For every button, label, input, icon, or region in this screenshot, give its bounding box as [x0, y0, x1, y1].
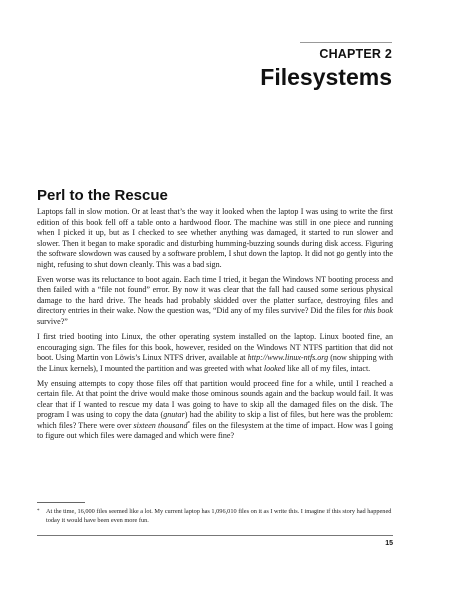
paragraph-2 [37, 275, 393, 328]
paragraph-text: survive?” [37, 316, 68, 326]
emphasis-sixteen-thousand: sixteen thousand [133, 420, 188, 430]
footnote-mark: * [37, 509, 40, 514]
paragraph-text: Laptops fall in slow motion. Or at least that’s the way it looked when the laptop I was using to write the first edition of this book fell off a table onto a hardwood floor. The machine was still in one piece and running when I picked it up, but as I checked to see whether anything was damaged, it started to run slower and slower. Then it began to make sporadic and disturbing humming-buzzing sounds during disk access. Figuring the software slowdown was caused by a software problem, I shut down the laptop. It did not go gently into the night, refusing to shut down cleanly. This was a bad sign. [37, 207, 393, 269]
paragraph-text: like all of my files, intact. [285, 363, 371, 373]
paragraph-1 [37, 207, 393, 270]
body-text [37, 207, 393, 446]
paragraph-text: Even worse was its reluctance to boot again. Each time I tried, it began the Windows NT booting process and then failed with a “file not found” error. By now it was clear that the fall had caused some serious physical damage to the hard drive. The heads had probably skidded over the platter surface, destroying files and directory entries in their wake. Now the question was, “Did any of my files survive? Did the files for [37, 274, 393, 316]
page-footer-rule [37, 535, 393, 536]
section-heading: Perl to the Rescue [37, 187, 168, 204]
footnote-rule [37, 502, 85, 503]
paragraph-4 [37, 379, 393, 442]
paragraph-text: files on the filesystem at the time of impact. How was I going to figure out which files were damaged and which were fine? [37, 420, 393, 441]
page-number: 15 [385, 540, 393, 547]
emphasis-looked: looked [263, 363, 286, 373]
paragraph-3 [37, 332, 393, 374]
footnote-reference[interactable]: * [187, 420, 191, 427]
footnote [37, 508, 393, 525]
paragraph-text: I first tried booting into Linux, the other operating system installed on the laptop. Linux booted fine, an encouraging sign. The files for this book, however, resided on the Windows NT NTFS partition that did not boot. Using Martin von Löwis’s Linux NTFS driver, available at [37, 332, 393, 363]
emphasis-this-book: this book [363, 306, 393, 316]
footnote-text: At the time, 16,000 files seemed like a lot. My current laptop has 1,096,010 files on it as I write this. I imagine if this story had happened today it would have been even more fun. [46, 508, 392, 524]
emphasis-gnutar: gnutar [163, 410, 185, 420]
chapter-label: CHAPTER 2 [319, 47, 392, 61]
paragraph-text: ) had the ability to skip a list of files, but here was the problem: which files? There were over [37, 410, 393, 430]
paragraph-text: (now shipping with the Linux kernels), I mounted the partition and was greeted with what [37, 353, 394, 373]
chapter-title: Filesystems [260, 64, 392, 90]
url-link[interactable]: http://www.linux-ntfs.org [247, 353, 329, 363]
chapter-rule [300, 42, 392, 43]
paragraph-text: My ensuing attempts to copy those files off that partition would proceed fine for a while, until I reached a certain file. At that point the drive would make those ominous sounds again and the backup would fail. It was clear that if I wanted to rescue my data I was going to have to skip all the damaged files on the disk. The program I was using to copy the data ( [37, 378, 393, 420]
